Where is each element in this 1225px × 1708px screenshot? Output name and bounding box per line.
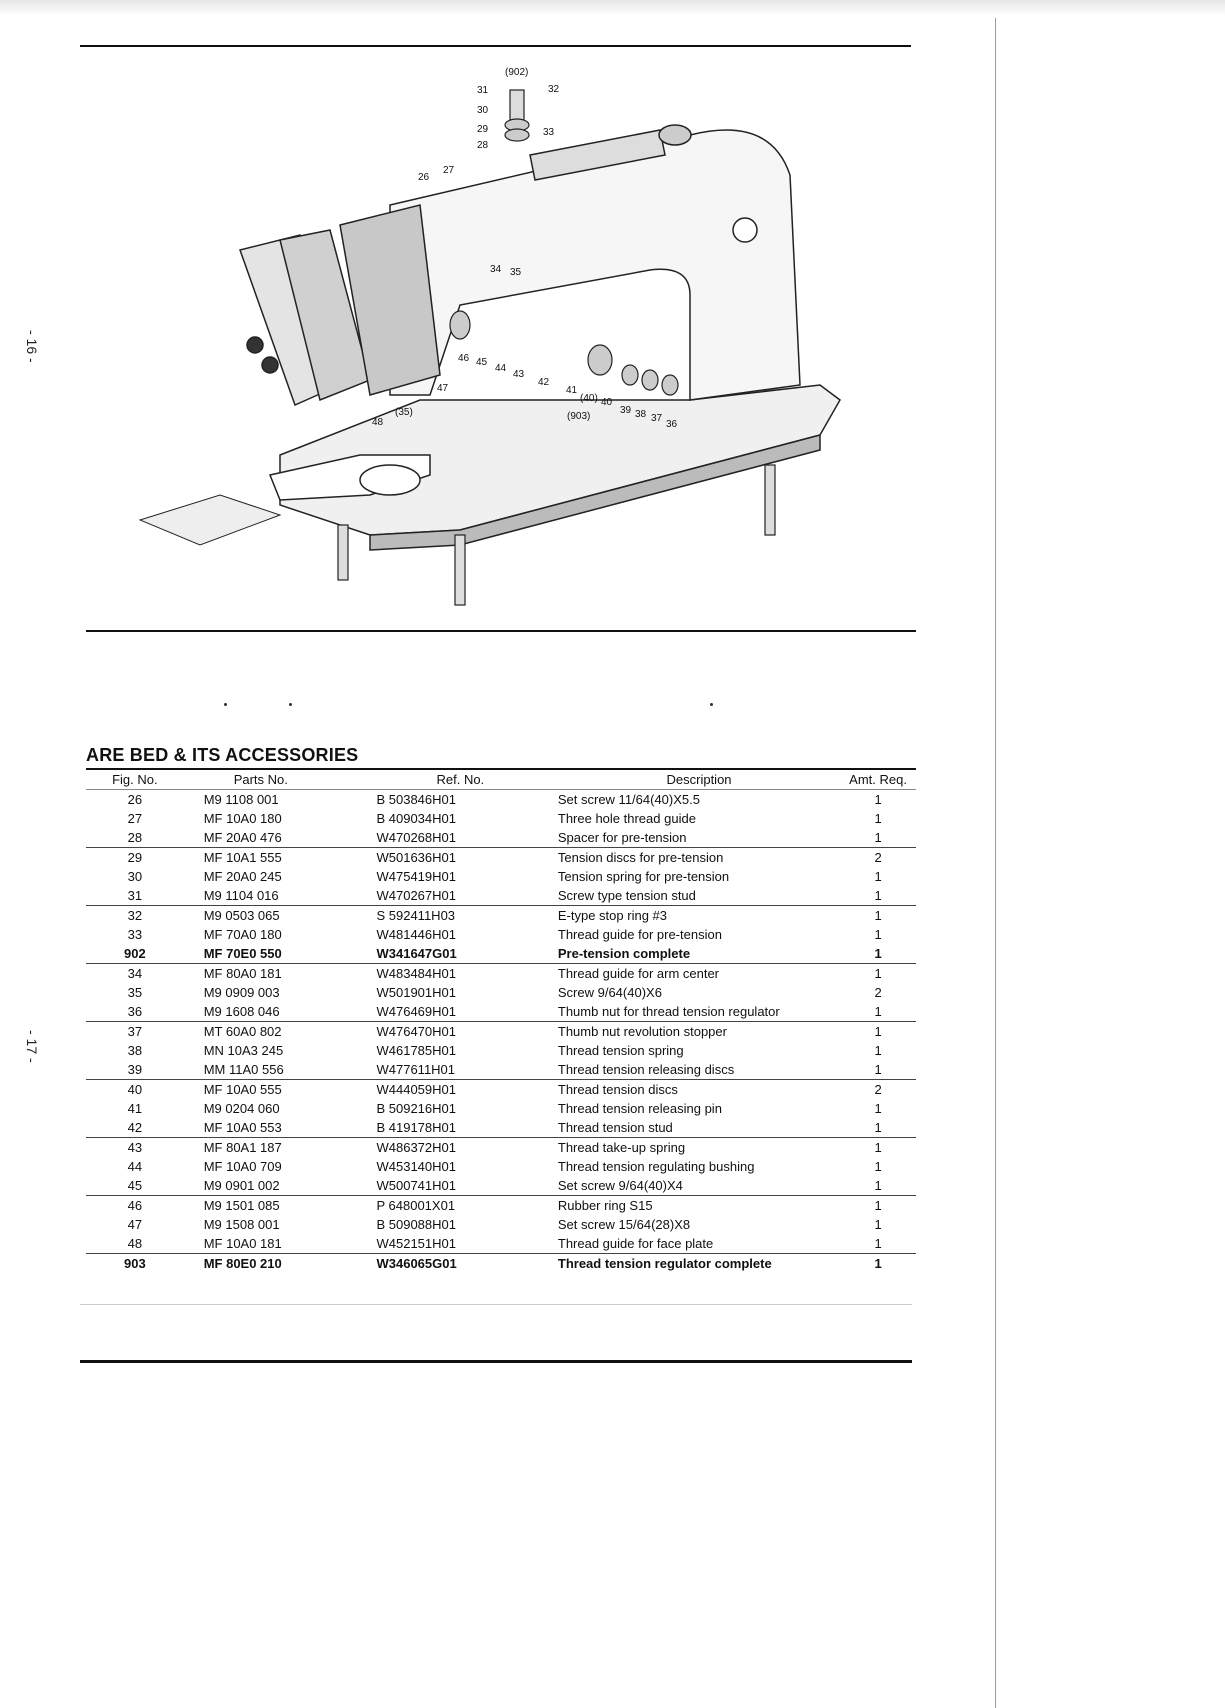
- table-row: [86, 790, 916, 810]
- cell-part: MF 20A0 245: [203, 869, 282, 884]
- cell-amt: 1: [874, 830, 882, 845]
- table-row: [86, 925, 916, 944]
- callout-44: 44: [495, 363, 507, 374]
- callout-27: 27: [443, 165, 455, 176]
- cell-desc: Thread tension regulating bushing: [557, 1159, 755, 1174]
- cell-fig: 903: [86, 1254, 184, 1274]
- cell-ref: W470267H01: [376, 888, 456, 903]
- cell-desc: Thread guide for pre-tension: [557, 927, 722, 942]
- cell-fig: 39: [127, 1062, 143, 1077]
- cell-amt: 1: [874, 1062, 882, 1077]
- cell-ref: W500741H01: [376, 1178, 456, 1193]
- callout-48: 48: [372, 417, 384, 428]
- section-title: ARE BED & ITS ACCESSORIES: [86, 745, 359, 765]
- cell-desc: Set screw 11/64(40)X5.5: [557, 792, 700, 807]
- cell-fig: 38: [127, 1043, 143, 1058]
- cell-desc: Screw 9/64(40)X6: [557, 985, 662, 1000]
- cell-fig: 47: [127, 1217, 143, 1232]
- callout-30: 30: [477, 105, 489, 116]
- cell-amt: 1: [874, 1217, 882, 1232]
- cell-ref: W475419H01: [376, 869, 456, 884]
- cell-fig: 35: [127, 985, 143, 1000]
- col-header-part: Parts No.: [184, 770, 377, 790]
- table-row: [86, 1234, 916, 1254]
- table-row: [86, 1080, 916, 1100]
- cell-fig: 902: [124, 946, 146, 961]
- col-header-desc: Description: [558, 770, 840, 790]
- faint-rule: [80, 1304, 912, 1305]
- cell-desc: Three hole thread guide: [557, 811, 696, 826]
- callout-46: 46: [458, 353, 470, 364]
- cell-desc: E-type stop ring #3: [558, 906, 840, 926]
- cell-amt: 1: [874, 1178, 882, 1193]
- cell-part: M9 0901 002: [203, 1178, 280, 1193]
- cell-ref: W501636H01: [376, 848, 557, 868]
- table-row: [86, 1196, 916, 1216]
- diagram-bottom-rule: [86, 630, 916, 632]
- table-row: [86, 1176, 916, 1196]
- cell-amt: 1: [840, 906, 916, 926]
- cell-fig: 42: [127, 1120, 143, 1135]
- callout-902: (902): [505, 67, 529, 78]
- scan-shadow: [0, 0, 1225, 16]
- cell-amt: 1: [874, 811, 882, 826]
- cell-amt: 1: [840, 1022, 916, 1042]
- table-row: [86, 1002, 916, 1022]
- cell-part: MF 10A0 181: [203, 1236, 282, 1251]
- bed-table: [270, 385, 840, 550]
- table-row: [86, 867, 916, 886]
- cell-ref: W444059H01: [376, 1080, 557, 1100]
- table-row: [86, 1118, 916, 1138]
- cell-amt: 1: [840, 964, 916, 984]
- cell-part: MT 60A0 802: [184, 1022, 377, 1042]
- callout-35: 35: [510, 267, 522, 278]
- table-header-row: [86, 770, 916, 790]
- table-row: [86, 809, 916, 828]
- cell-amt: 1: [874, 1120, 882, 1135]
- bottom-rule: [80, 1360, 912, 1363]
- cell-desc: Rubber ring S15: [558, 1196, 840, 1216]
- cell-desc: Thread tension spring: [557, 1043, 684, 1058]
- table-row: [86, 1215, 916, 1234]
- cell-part: MF 80A0 181: [184, 964, 377, 984]
- cell-amt: 1: [874, 927, 882, 942]
- cell-part: M9 0503 065: [184, 906, 377, 926]
- cell-part: M9 0204 060: [203, 1101, 280, 1116]
- callout-40: 40: [601, 397, 613, 408]
- cell-fig: 37: [86, 1022, 184, 1042]
- callout-45: 45: [476, 357, 488, 368]
- cell-part: MF 10A0 180: [203, 811, 282, 826]
- table-row: [86, 1060, 916, 1080]
- cell-fig: 48: [127, 1236, 143, 1251]
- cell-ref: S 592411H03: [376, 906, 557, 926]
- cell-desc: Thread tension discs: [558, 1080, 840, 1100]
- cell-part: M9 1108 001: [203, 792, 279, 807]
- table-row: [86, 1022, 916, 1042]
- cell-ref: B 419178H01: [376, 1120, 456, 1135]
- cell-part: MM 11A0 556: [203, 1062, 284, 1077]
- cell-desc: Thread guide for face plate: [557, 1236, 714, 1251]
- callout-38: 38: [635, 409, 647, 420]
- table-row: [86, 1099, 916, 1118]
- cell-desc: Tension spring for pre-tension: [557, 869, 730, 884]
- accessory-plate: [140, 495, 280, 545]
- table-row: [86, 964, 916, 984]
- scan-dot: [289, 703, 292, 706]
- cell-part: M9 1501 085: [184, 1196, 377, 1216]
- top-rule: [80, 45, 911, 47]
- cell-fig: 26: [127, 792, 143, 807]
- callout-42: 42: [538, 377, 550, 388]
- table-row: [86, 886, 916, 906]
- cell-fig: 43: [86, 1138, 184, 1158]
- cell-amt: 1: [874, 869, 882, 884]
- cell-desc: Thumb nut revolution stopper: [558, 1022, 840, 1042]
- cell-desc: Thread tension releasing pin: [557, 1101, 722, 1116]
- cell-ref: W476470H01: [376, 1022, 557, 1042]
- page-number-upper: - 16 -: [24, 330, 40, 363]
- cell-ref: W346065G01: [376, 1254, 557, 1274]
- cell-fig: 33: [127, 927, 143, 942]
- cell-desc: Thread take-up spring: [558, 1138, 840, 1158]
- callout-29: 29: [477, 124, 489, 135]
- cell-desc: Thread tension stud: [557, 1120, 673, 1135]
- cell-desc: Thumb nut for thread tension regulator: [557, 1004, 780, 1019]
- cell-ref: W341647G01: [376, 946, 457, 961]
- cell-ref: W483484H01: [376, 964, 557, 984]
- face-plate: [240, 205, 440, 405]
- cell-part: MF 80E0 210: [184, 1254, 377, 1274]
- cell-amt: 1: [874, 946, 882, 961]
- cell-desc: Thread guide for arm center: [558, 964, 840, 984]
- callout-40-group: (40): [580, 393, 598, 404]
- cell-amt: 1: [874, 1043, 882, 1058]
- cell-fig: 31: [127, 888, 143, 903]
- cell-fig: 29: [86, 848, 184, 868]
- cell-desc: Thread tension regulator complete: [558, 1254, 840, 1274]
- table-row: [86, 1254, 916, 1274]
- cell-ref: W470268H01: [376, 830, 456, 845]
- cell-desc: Set screw 9/64(40)X4: [557, 1178, 683, 1193]
- cell-part: MF 10A0 555: [184, 1080, 377, 1100]
- cell-ref: W461785H01: [376, 1043, 456, 1058]
- cell-fig: 41: [127, 1101, 143, 1116]
- cell-desc: Spacer for pre-tension: [557, 830, 687, 845]
- col-header-amt: Amt. Req.: [840, 770, 916, 790]
- cell-desc: Tension discs for pre-tension: [558, 848, 840, 868]
- callout-37: 37: [651, 413, 663, 424]
- cell-fig: 44: [127, 1159, 143, 1174]
- cell-part: MF 10A1 555: [184, 848, 377, 868]
- cell-ref: W486372H01: [376, 1138, 557, 1158]
- callout-43: 43: [513, 369, 525, 380]
- cell-amt: 1: [874, 1004, 882, 1019]
- cell-desc: Set screw 15/64(28)X8: [557, 1217, 691, 1232]
- callout-39: 39: [620, 405, 632, 416]
- cell-fig: 46: [86, 1196, 184, 1216]
- col-header-fig: Fig. No.: [86, 770, 184, 790]
- cell-fig: 32: [86, 906, 184, 926]
- cell-ref: B 503846H01: [376, 792, 456, 807]
- table-row: [86, 828, 916, 848]
- cell-ref: B 509216H01: [376, 1101, 456, 1116]
- cell-part: MF 10A0 709: [203, 1159, 282, 1174]
- cell-amt: 1: [874, 792, 882, 807]
- table-row: [86, 848, 916, 868]
- cell-ref: W453140H01: [376, 1159, 456, 1174]
- callout-26: 26: [418, 172, 430, 183]
- cell-part: MF 80A1 187: [184, 1138, 377, 1158]
- parts-table: [86, 770, 916, 1273]
- scan-dot: [224, 703, 227, 706]
- cell-amt: 2: [840, 1080, 916, 1100]
- page-edge-right: [995, 18, 996, 1708]
- table-row: [86, 944, 916, 964]
- cell-fig: 36: [127, 1004, 143, 1019]
- cell-ref: B 409034H01: [376, 811, 456, 826]
- cell-part: MF 10A0 553: [203, 1120, 282, 1135]
- table-row: [86, 983, 916, 1002]
- cell-ref: B 509088H01: [376, 1217, 456, 1232]
- callout-903: (903): [567, 411, 591, 422]
- cell-amt: 2: [840, 848, 916, 868]
- cell-ref: W477611H01: [376, 1062, 456, 1077]
- cell-ref: W481446H01: [376, 927, 456, 942]
- callout-31: 31: [477, 85, 489, 96]
- cell-fig: 45: [127, 1178, 143, 1193]
- cell-part: MF 70A0 180: [203, 927, 282, 942]
- cell-fig: 27: [127, 811, 143, 826]
- cell-desc: Pre-tension complete: [557, 946, 691, 961]
- cell-amt: 1: [840, 1254, 916, 1274]
- table-row: [86, 906, 916, 926]
- cell-amt: 1: [840, 1196, 916, 1216]
- scan-dot: [710, 703, 713, 706]
- cell-part: MF 20A0 476: [203, 830, 282, 845]
- table-row: [86, 1041, 916, 1060]
- cell-part: MF 70E0 550: [203, 946, 282, 961]
- callout-33: 33: [543, 127, 555, 138]
- cell-part: M9 1104 016: [203, 888, 279, 903]
- cell-ref: W501901H01: [376, 985, 456, 1000]
- cell-amt: 2: [874, 985, 882, 1000]
- cell-ref: W476469H01: [376, 1004, 456, 1019]
- cell-fig: 40: [86, 1080, 184, 1100]
- table-row: [86, 1157, 916, 1176]
- cell-desc: Thread tension releasing discs: [557, 1062, 735, 1077]
- cell-part: M9 1608 046: [203, 1004, 280, 1019]
- callout-28: 28: [477, 140, 489, 151]
- cell-fig: 28: [127, 830, 143, 845]
- cell-amt: 1: [840, 1138, 916, 1158]
- cell-amt: 1: [874, 1236, 882, 1251]
- callout-35-group: (35): [395, 407, 413, 418]
- col-header-ref: Ref. No.: [376, 770, 557, 790]
- callout-32: 32: [548, 84, 560, 95]
- cell-amt: 1: [874, 888, 882, 903]
- callout-47: 47: [437, 383, 449, 394]
- cell-part: M9 1508 001: [203, 1217, 280, 1232]
- cell-desc: Screw type tension stud: [557, 888, 696, 903]
- table-row: [86, 1138, 916, 1158]
- callout-36: 36: [666, 419, 678, 430]
- callout-34: 34: [490, 264, 502, 275]
- exploded-parts-diagram: [130, 55, 850, 615]
- cell-fig: 30: [127, 869, 143, 884]
- page-number-lower: - 17 -: [24, 1030, 40, 1063]
- cell-fig: 34: [86, 964, 184, 984]
- cell-amt: 1: [874, 1101, 882, 1116]
- cell-ref: P 648001X01: [376, 1196, 557, 1216]
- cell-ref: W452151H01: [376, 1236, 456, 1251]
- cell-part: MN 10A3 245: [203, 1043, 284, 1058]
- cell-amt: 1: [874, 1159, 882, 1174]
- cell-part: M9 0909 003: [203, 985, 280, 1000]
- callout-41: 41: [566, 385, 578, 396]
